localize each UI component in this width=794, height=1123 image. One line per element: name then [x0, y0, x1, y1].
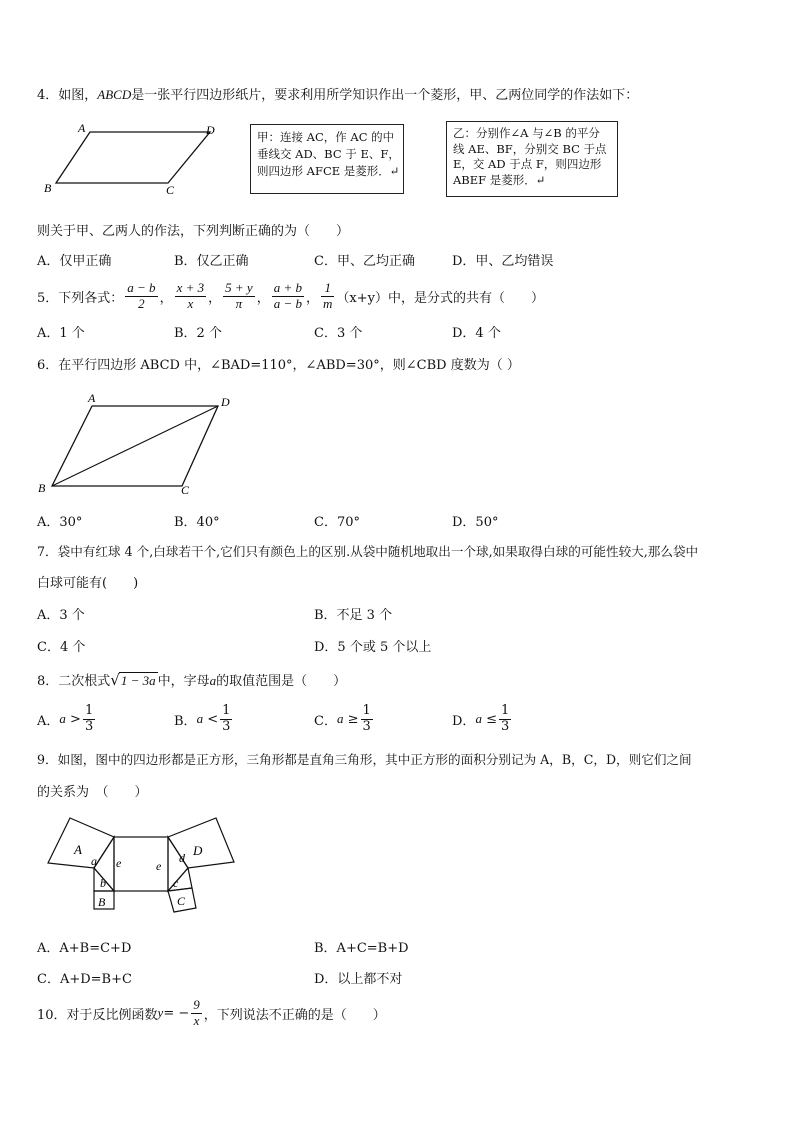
q8-option-b: B． a < $\frac{1}{3}$: [174, 703, 231, 734]
q4-option-d: D．甲、乙均错误: [452, 254, 554, 269]
q9-label-e-right: e: [156, 859, 162, 873]
q7-stem-line2: 白球可能有( ): [37, 576, 139, 591]
q9-stem-line1: 9．如图，图中的四边形都是正方形，三角形都是直角三角形，其中正方形的面积分别记为 A，B，C，D，则它们之间: [37, 752, 692, 767]
q6-label-A: A: [88, 391, 96, 405]
q8-radicand: 1 − 3a: [120, 673, 156, 688]
q8-option-d: D． a ≤ $\frac{1}{3}$: [452, 703, 510, 734]
q9-label-c: c: [173, 876, 179, 890]
q9-label-a: a: [91, 854, 97, 868]
q4-stem: 4．如图，ABCD是一张平行四边形纸片，要求利用所学知识作出一个菱形，甲、乙两位同学的作法如下：: [37, 87, 639, 103]
q5-option-a: A．1 个: [37, 326, 85, 341]
q9-option-d: D．以上都不对: [314, 972, 403, 987]
q7-stem-line1: 7．袋中有红球 4 个,白球若干个,它们只有颜色上的区别.从袋中随机地取出一个球,如果取得白球的可能性较大,那么袋中: [37, 544, 699, 559]
q4-parallelogram-figure: [38, 120, 228, 200]
q8-stem: 8．二次根式√1 − 3a 中，字母a的取值范围是（ ）: [37, 671, 347, 689]
q4-box-yi: 乙：分别作∠A 与∠B 的平分 线 AE、BF，分别交 BC 于点 E，交 AD 于点 F，则四边形 ABEF 是菱形．↵: [446, 121, 618, 197]
q10-stem: 10．对于反比例函数 y = − $\frac{9}{x}$ ，下列说法不正确的是（ ）: [37, 997, 386, 1028]
q5-option-c: C．3 个: [314, 326, 363, 341]
q5-option-d: D．4 个: [452, 326, 501, 341]
q10-fraction: $\frac{9}{x}$: [193, 997, 200, 1028]
q9-stem-line2: 的关系为 （ ）: [37, 785, 148, 800]
q9-label-b: b: [100, 876, 106, 890]
q8-option-a: A． a > $\frac{1}{3}$: [37, 703, 94, 734]
q4-label-D: D: [206, 123, 215, 137]
q7-option-d: D．5 个或 5 个以上: [314, 640, 432, 655]
q7-option-c: C．4 个: [37, 640, 86, 655]
q4-option-b: B．仅乙正确: [174, 254, 249, 269]
q5-fraction-3: $\frac{5 + y}{\pi}$: [225, 280, 253, 311]
q9-label-D: D: [193, 843, 203, 858]
q4-question: 则关于甲、乙两人的作法，下列判断正确的为（ ）: [37, 224, 350, 239]
q9-label-d: d: [179, 851, 185, 865]
q9-squares-figure: [40, 810, 245, 916]
q5-stem: 5．下列各式： $\frac{a - b}{2}$ ， $\frac{x + 3}{x}$ ， $\frac{5 + y}{\pi}$ ， $\frac{a + b}{a - b}$ ， $\frac{1}{m}$ （x+y）中，是分式的共有（ ）: [37, 280, 544, 311]
q7-option-b: B．不足 3 个: [314, 608, 393, 623]
q5-fraction-1: $\frac{a - b}{2}$: [127, 280, 156, 311]
q7-option-a: A．3 个: [37, 608, 85, 623]
q4-option-a: A．仅甲正确: [37, 254, 112, 269]
q6-label-C: C: [181, 483, 190, 497]
q6-label-B: B: [38, 481, 46, 495]
q6-label-D: D: [221, 395, 230, 409]
q6-option-b: B．40°: [174, 515, 220, 530]
q4-label-C: C: [166, 183, 175, 197]
q9-option-c: C．A+D=B+C: [37, 972, 132, 987]
q6-stem: 6．在平行四边形 ABCD 中，∠BAD=110°，∠ABD=30°，则∠CBD 度数为（ ）: [37, 358, 520, 373]
q5-option-b: B．2 个: [174, 326, 222, 341]
q4-label-A: A: [78, 121, 86, 135]
q5-fraction-2: $\frac{x + 3}{x}$: [176, 280, 205, 311]
q9-label-e-left: e: [116, 856, 122, 870]
q9-label-C: C: [177, 894, 186, 908]
q9-option-a: A．A+B=C+D: [37, 941, 132, 956]
q8-option-c: C． a ≥ $\frac{1}{3}$: [314, 703, 371, 734]
q9-label-A: A: [74, 842, 82, 857]
q6-option-d: D．50°: [452, 515, 499, 530]
q4-label-B: B: [44, 181, 52, 195]
q4-option-c: C．甲、乙均正确: [314, 254, 415, 269]
q6-option-c: C．70°: [314, 515, 360, 530]
q5-fraction-4: $\frac{a + b}{a - b}$: [273, 280, 302, 311]
q9-label-B: B: [98, 895, 106, 909]
q9-option-b: B．A+C=B+D: [314, 941, 409, 956]
q4-box-jia: 甲：连接 AC，作 AC 的中 垂线交 AD、BC 于 E、F， 则四边形 AFCE 是菱形．↵: [250, 124, 404, 194]
q6-option-a: A．30°: [37, 515, 83, 530]
q5-fraction-5: $\frac{1}{m}$: [323, 280, 333, 311]
q6-parallelogram-figure: [36, 388, 246, 500]
